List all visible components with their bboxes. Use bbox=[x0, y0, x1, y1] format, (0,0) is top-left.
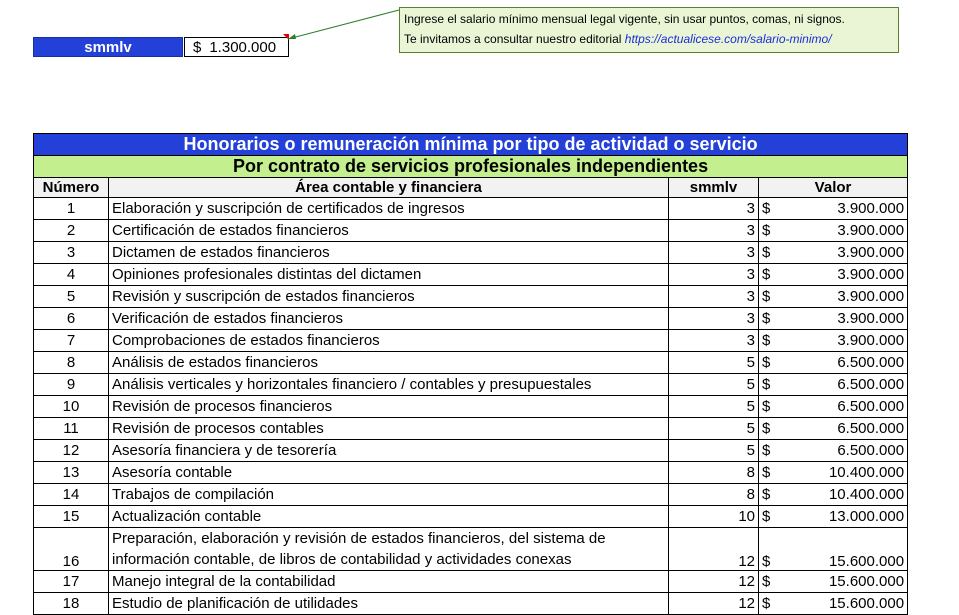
row-value[interactable]: 3.900.000 bbox=[789, 242, 908, 264]
row-value[interactable]: 3.900.000 bbox=[789, 264, 908, 286]
row-currency[interactable]: $ bbox=[759, 220, 789, 242]
row-value[interactable]: 10.400.000 bbox=[789, 484, 908, 506]
row-value[interactable]: 3.900.000 bbox=[789, 198, 908, 220]
row-value[interactable]: 6.500.000 bbox=[789, 396, 908, 418]
row-area[interactable]: Dictamen de estados financieros bbox=[109, 242, 669, 264]
row-number[interactable]: 7 bbox=[34, 330, 109, 352]
row-number[interactable]: 5 bbox=[34, 286, 109, 308]
table-subtitle: Por contrato de servicios profesionales independientes bbox=[34, 156, 908, 178]
table-title: Honorarios o remuneración mínima por tipo de actividad o servicio bbox=[34, 134, 908, 156]
row-number[interactable]: 2 bbox=[34, 220, 109, 242]
row-area[interactable]: Revisión de procesos contables bbox=[109, 418, 669, 440]
row-smmlv[interactable]: 5 bbox=[669, 374, 759, 396]
row-value[interactable]: 3.900.000 bbox=[789, 286, 908, 308]
row-area[interactable]: Actualización contable bbox=[109, 506, 669, 528]
honorarios-table bbox=[33, 133, 908, 615]
table-row bbox=[34, 440, 908, 462]
salario-minimo-link[interactable]: https://actualicese.com/salario-minimo/ bbox=[624, 32, 832, 46]
row-value[interactable]: 3.900.000 bbox=[789, 220, 908, 242]
row-number[interactable]: 12 bbox=[34, 440, 109, 462]
row-number[interactable]: 9 bbox=[34, 374, 109, 396]
row-smmlv[interactable]: 12 bbox=[669, 528, 759, 571]
row-value[interactable]: 6.500.000 bbox=[789, 352, 908, 374]
row-area[interactable]: Opiniones profesionales distintas del dictamen bbox=[109, 264, 669, 286]
row-smmlv[interactable]: 8 bbox=[669, 484, 759, 506]
row-number[interactable]: 6 bbox=[34, 308, 109, 330]
row-value[interactable]: 15.600.000 bbox=[789, 528, 908, 571]
row-currency[interactable]: $ bbox=[759, 308, 789, 330]
row-number[interactable]: 1 bbox=[34, 198, 109, 220]
row-value[interactable]: 15.600.000 bbox=[789, 593, 908, 615]
table-row bbox=[34, 264, 908, 286]
row-currency[interactable]: $ bbox=[759, 462, 789, 484]
row-number[interactable]: 14 bbox=[34, 484, 109, 506]
header-valor: Valor bbox=[759, 178, 908, 198]
row-smmlv[interactable]: 3 bbox=[669, 308, 759, 330]
row-currency[interactable]: $ bbox=[759, 286, 789, 308]
comment-line-2-text: Te invitamos a consultar nuestro editorial bbox=[404, 32, 625, 46]
table-row bbox=[34, 571, 908, 593]
row-number[interactable]: 18 bbox=[34, 593, 109, 615]
row-value[interactable]: 3.900.000 bbox=[789, 330, 908, 352]
table-row bbox=[34, 242, 908, 264]
header-numero: Número bbox=[34, 178, 109, 198]
row-value[interactable]: 10.400.000 bbox=[789, 462, 908, 484]
row-smmlv[interactable]: 5 bbox=[669, 396, 759, 418]
header-smmlv: smmlv bbox=[669, 178, 759, 198]
row-currency[interactable]: $ bbox=[759, 330, 789, 352]
table-row bbox=[34, 286, 908, 308]
row-currency[interactable]: $ bbox=[759, 484, 789, 506]
row-smmlv[interactable]: 3 bbox=[669, 330, 759, 352]
table-row bbox=[34, 330, 908, 352]
row-currency[interactable]: $ bbox=[759, 506, 789, 528]
row-number[interactable]: 15 bbox=[34, 506, 109, 528]
row-currency[interactable]: $ bbox=[759, 418, 789, 440]
row-area[interactable]: Asesoría financiera y de tesorería bbox=[109, 440, 669, 462]
row-smmlv[interactable]: 3 bbox=[669, 264, 759, 286]
row-currency[interactable]: $ bbox=[759, 198, 789, 220]
row-smmlv[interactable]: 3 bbox=[669, 286, 759, 308]
row-smmlv[interactable]: 5 bbox=[669, 352, 759, 374]
row-area[interactable]: Manejo integral de la contabilidad bbox=[109, 571, 669, 593]
row-area[interactable]: Certificación de estados financieros bbox=[109, 220, 669, 242]
table-row bbox=[34, 220, 908, 242]
row-number[interactable]: 8 bbox=[34, 352, 109, 374]
smmlv-currency: $ bbox=[193, 38, 202, 56]
smmlv-value: 1.300.000 bbox=[209, 38, 277, 56]
row-area[interactable]: Trabajos de compilación bbox=[109, 484, 669, 506]
row-area[interactable]: Verificación de estados financieros bbox=[109, 308, 669, 330]
row-smmlv[interactable]: 8 bbox=[669, 462, 759, 484]
row-currency[interactable]: $ bbox=[759, 374, 789, 396]
smmlv-label: smmlv bbox=[33, 37, 183, 57]
row-smmlv[interactable]: 3 bbox=[669, 198, 759, 220]
row-number[interactable]: 11 bbox=[34, 418, 109, 440]
row-smmlv[interactable]: 5 bbox=[669, 440, 759, 462]
row-value[interactable]: 3.900.000 bbox=[789, 308, 908, 330]
table-row bbox=[34, 528, 908, 571]
row-number[interactable]: 16 bbox=[34, 528, 109, 571]
table-row bbox=[34, 593, 908, 615]
table-row bbox=[34, 418, 908, 440]
table-row bbox=[34, 374, 908, 396]
row-area[interactable]: Preparación, elaboración y revisión de estados financieros, del sistema de información contable, de libros de contabilidad y actividades conexas bbox=[109, 528, 669, 571]
row-area[interactable]: Comprobaciones de estados financieros bbox=[109, 330, 669, 352]
row-currency[interactable]: $ bbox=[759, 352, 789, 374]
row-area[interactable]: Asesoría contable bbox=[109, 462, 669, 484]
row-currency[interactable]: $ bbox=[759, 528, 789, 571]
table-row bbox=[34, 396, 908, 418]
row-currency[interactable]: $ bbox=[759, 264, 789, 286]
table-row bbox=[34, 462, 908, 484]
table-row bbox=[34, 308, 908, 330]
row-number[interactable]: 13 bbox=[34, 462, 109, 484]
row-currency[interactable]: $ bbox=[759, 440, 789, 462]
row-area[interactable]: Análisis verticales y horizontales financiero / contables y presupuestales bbox=[109, 374, 669, 396]
table-row bbox=[34, 352, 908, 374]
table-row bbox=[34, 484, 908, 506]
header-area: Área contable y financiera bbox=[109, 178, 669, 198]
row-area[interactable]: Revisión y suscripción de estados financieros bbox=[109, 286, 669, 308]
row-area[interactable]: Estudio de planificación de utilidades bbox=[109, 593, 669, 615]
row-number[interactable]: 3 bbox=[34, 242, 109, 264]
cell-comment-box bbox=[399, 7, 899, 53]
comment-line-1: Ingrese el salario mínimo mensual legal vigente, sin usar puntos, comas, ni signos. bbox=[404, 12, 845, 26]
row-value[interactable]: 6.500.000 bbox=[789, 418, 908, 440]
row-number[interactable]: 10 bbox=[34, 396, 109, 418]
row-currency[interactable]: $ bbox=[759, 593, 789, 615]
row-area[interactable]: Revisión de procesos financieros bbox=[109, 396, 669, 418]
row-number[interactable]: 4 bbox=[34, 264, 109, 286]
row-area[interactable]: Elaboración y suscripción de certificados de ingresos bbox=[109, 198, 669, 220]
row-currency[interactable]: $ bbox=[759, 571, 789, 593]
row-number[interactable]: 17 bbox=[34, 571, 109, 593]
row-smmlv[interactable]: 10 bbox=[669, 506, 759, 528]
row-value[interactable]: 13.000.000 bbox=[789, 506, 908, 528]
row-smmlv[interactable]: 3 bbox=[669, 242, 759, 264]
comment-line-2 bbox=[404, 29, 894, 49]
row-value[interactable]: 15.600.000 bbox=[789, 571, 908, 593]
table-row bbox=[34, 506, 908, 528]
row-currency[interactable]: $ bbox=[759, 396, 789, 418]
table-row bbox=[34, 198, 908, 220]
row-smmlv[interactable]: 5 bbox=[669, 418, 759, 440]
row-value[interactable]: 6.500.000 bbox=[789, 440, 908, 462]
row-area[interactable]: Análisis de estados financieros bbox=[109, 352, 669, 374]
row-value[interactable]: 6.500.000 bbox=[789, 374, 908, 396]
row-currency[interactable]: $ bbox=[759, 242, 789, 264]
row-smmlv[interactable]: 12 bbox=[669, 571, 759, 593]
row-smmlv[interactable]: 3 bbox=[669, 220, 759, 242]
row-smmlv[interactable]: 12 bbox=[669, 593, 759, 615]
